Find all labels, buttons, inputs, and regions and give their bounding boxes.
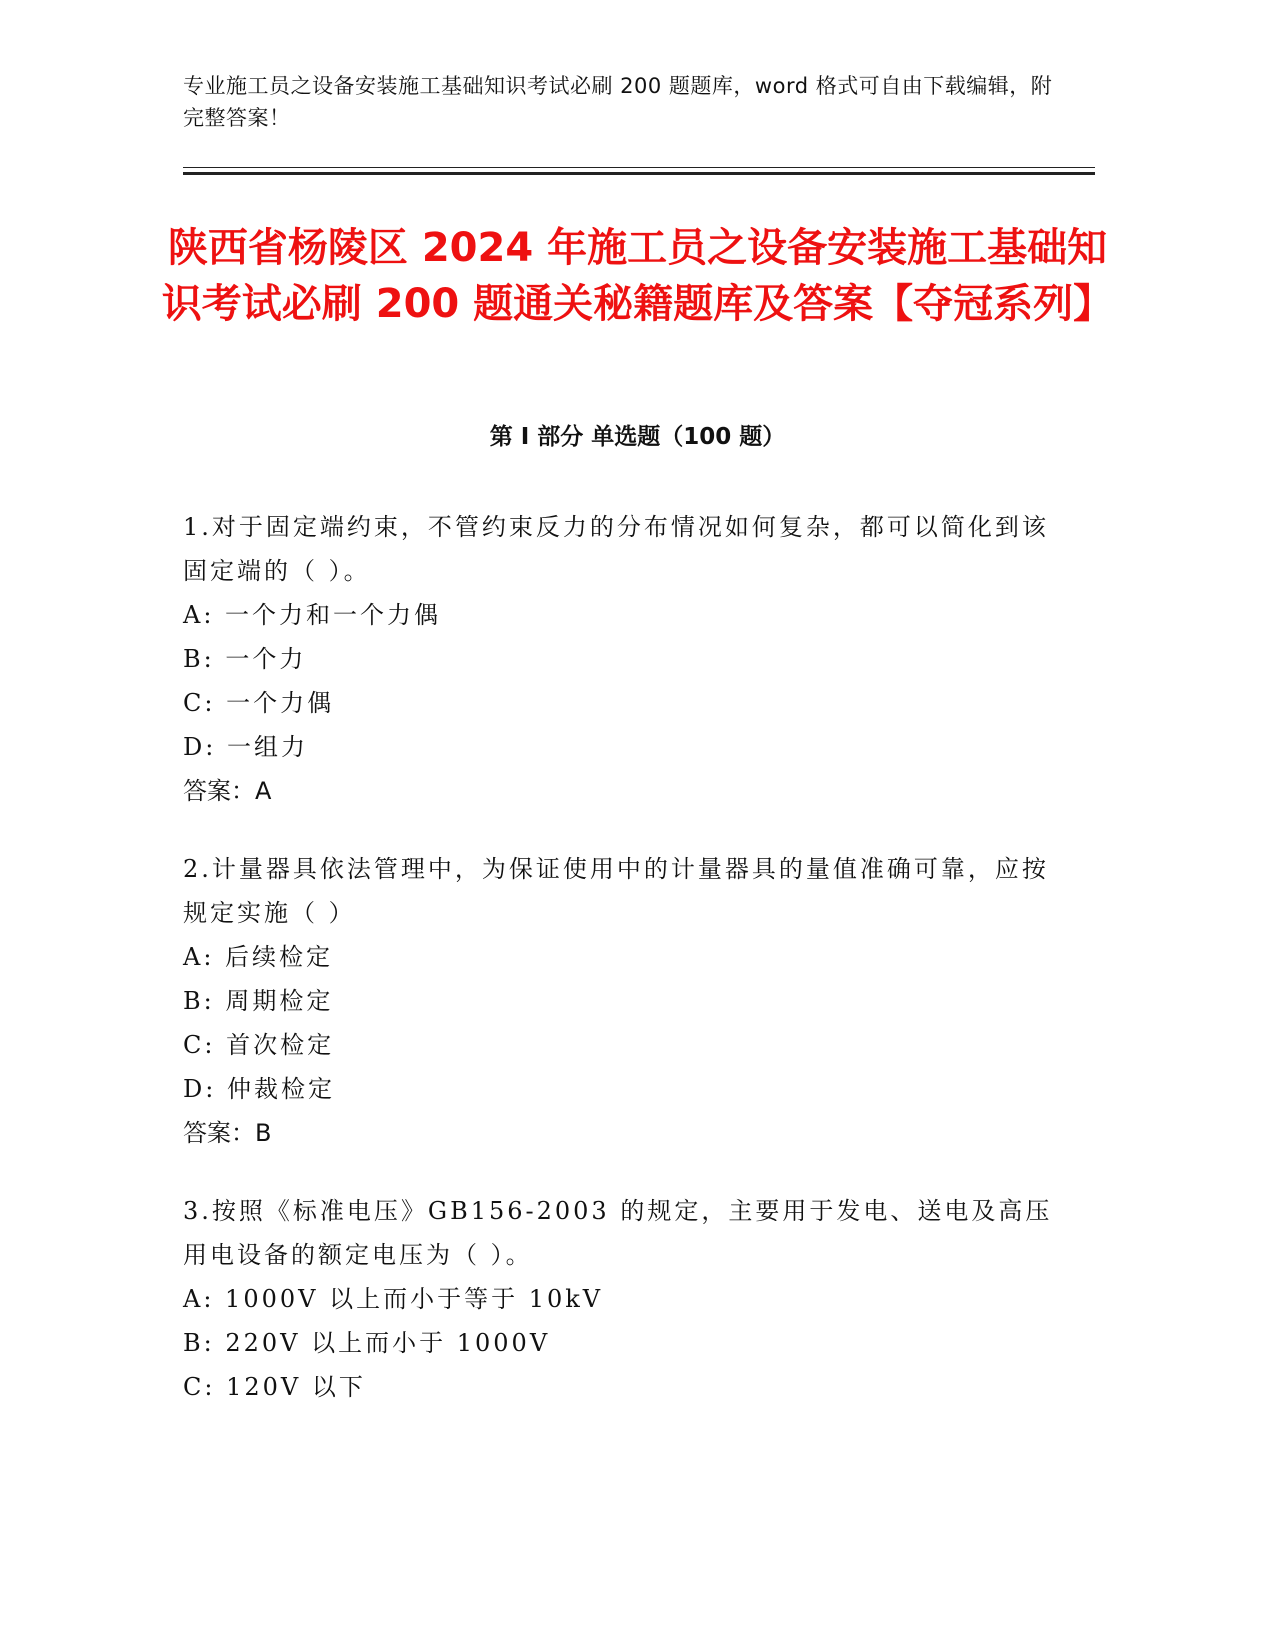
- option-c: C: 120V 以下: [183, 1373, 366, 1401]
- header-note: 专业施工员之设备安装施工基础知识考试必刷 200 题题库，word 格式可自由下载编辑，附完整答案！: [183, 74, 1053, 130]
- question-stem: 1.对于固定端约束，不管约束反力的分布情况如何复杂，都可以简化到该固定端的（ ）。: [183, 513, 1049, 585]
- header-divider-thin: [183, 167, 1095, 168]
- option-d: D: 仲裁检定: [183, 1075, 335, 1103]
- option-a: A: 一个力和一个力偶: [183, 601, 442, 629]
- section-title: 第 I 部分 单选题（100 题）: [489, 424, 786, 450]
- question-list: [183, 505, 1063, 1443]
- document-title: 陕西省杨陵区 2024 年施工员之设备安装施工基础知识考试必刷 200 题通关秘籍题库及答案【夺冠系列】: [161, 225, 1114, 327]
- option-c: C: 首次检定: [183, 1031, 335, 1059]
- option-a: A: 后续检定: [183, 943, 334, 971]
- option-c: C: 一个力偶: [183, 689, 335, 717]
- question-3: [183, 1189, 1063, 1409]
- header-divider-thick: [183, 172, 1095, 175]
- answer-label: 答案：B: [183, 1119, 272, 1147]
- question-2: [183, 847, 1063, 1155]
- option-b: B: 周期检定: [183, 987, 334, 1015]
- option-b: B: 一个力: [183, 645, 307, 673]
- question-stem: 2.计量器具依法管理中，为保证使用中的计量器具的量值准确可靠，应按规定实施（ ）: [183, 855, 1049, 927]
- option-a: A: 1000V 以上而小于等于 10kV: [183, 1285, 604, 1313]
- question-stem: 3.按照《标准电压》GB156-2003 的规定，主要用于发电、送电及高压用电设备的额定电压为（ ）。: [183, 1197, 1053, 1269]
- option-b: B: 220V 以上而小于 1000V: [183, 1329, 551, 1357]
- answer-label: 答案：A: [183, 777, 272, 805]
- question-1: [183, 505, 1063, 813]
- option-d: D: 一组力: [183, 733, 308, 761]
